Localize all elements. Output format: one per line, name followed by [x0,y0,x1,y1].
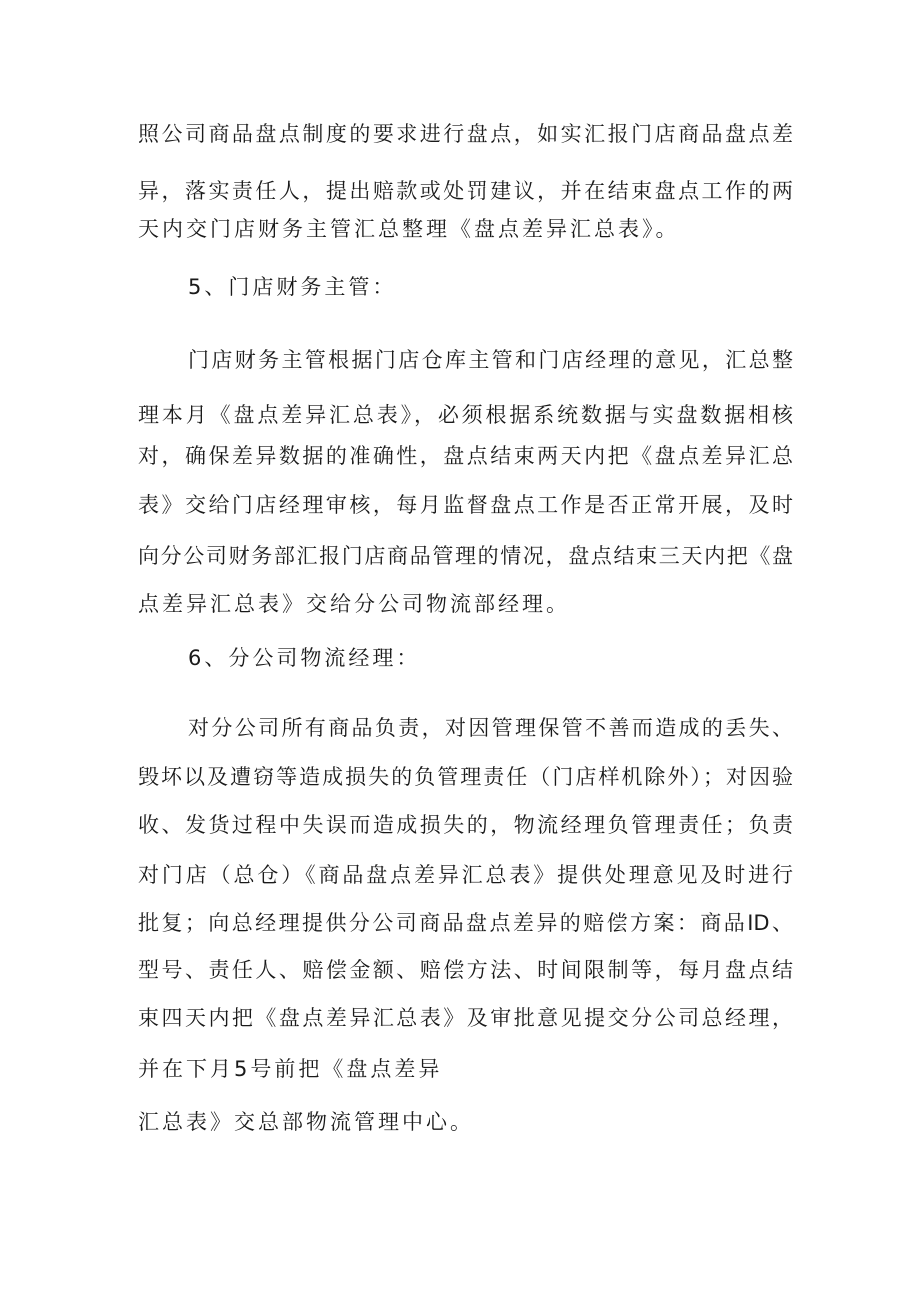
paragraph-line: 型号、责任人、赔偿金额、赔偿方法、时间限制等，每月盘点结 [138,958,793,982]
paragraph-line: 向分公司财务部汇报门店商品管理的情况，盘点结束三天内把《盘 [138,544,793,568]
paragraph-line: 对分公司所有商品负责，对因管理保管不善而造成的丢失、 [188,716,793,740]
paragraph-line: 对门店（总仓）《商品盘点差异汇总表》提供处理意见及时进行 [138,863,793,887]
paragraph-line: 收、发货过程中失误而造成损失的，物流经理负管理责任；负责 [138,813,793,837]
paragraph-line: 汇总表》交总部物流管理中心。 [138,1110,474,1134]
paragraph-line: 理本月《盘点差异汇总表》，必须根据系统数据与实盘数据相核 [138,403,793,427]
section-heading-5: 5、门店财务主管： [188,275,397,299]
section-heading-6: 6、分公司物流经理： [188,646,421,670]
paragraph-line: 门店财务主管根据门店仓库主管和门店经理的意见，汇总整 [188,348,793,372]
paragraph-line: 并在下月5号前把《盘点差异 [138,1057,443,1081]
paragraph-line: 批复；向总经理提供分公司商品盘点差异的赔偿方案：商品ID、 [138,911,793,935]
paragraph-line: 照公司商品盘点制度的要求进行盘点，如实汇报门店商品盘点差 [138,122,793,146]
paragraph-line: 天内交门店财务主管汇总整理《盘点差异汇总表》。 [138,217,680,241]
paragraph-line: 束四天内把《盘点差异汇总表》及审批意见提交分公司总经理， [138,1006,793,1030]
paragraph-line: 点差异汇总表》交给分公司物流部经理。 [138,592,570,616]
paragraph-line: 毁坏以及遭窃等造成损失的负管理责任（门店样机除外）；对因验 [138,765,793,789]
paragraph-line: 对，确保差异数据的准确性，盘点结束两天内把《盘点差异汇总 [138,444,793,468]
paragraph-line: 表》交给门店经理审核，每月监督盘点工作是否正常开展，及时 [138,493,793,517]
paragraph-line: 异，落实责任人，提出赔款或处罚建议，并在结束盘点工作的两 [138,179,793,203]
